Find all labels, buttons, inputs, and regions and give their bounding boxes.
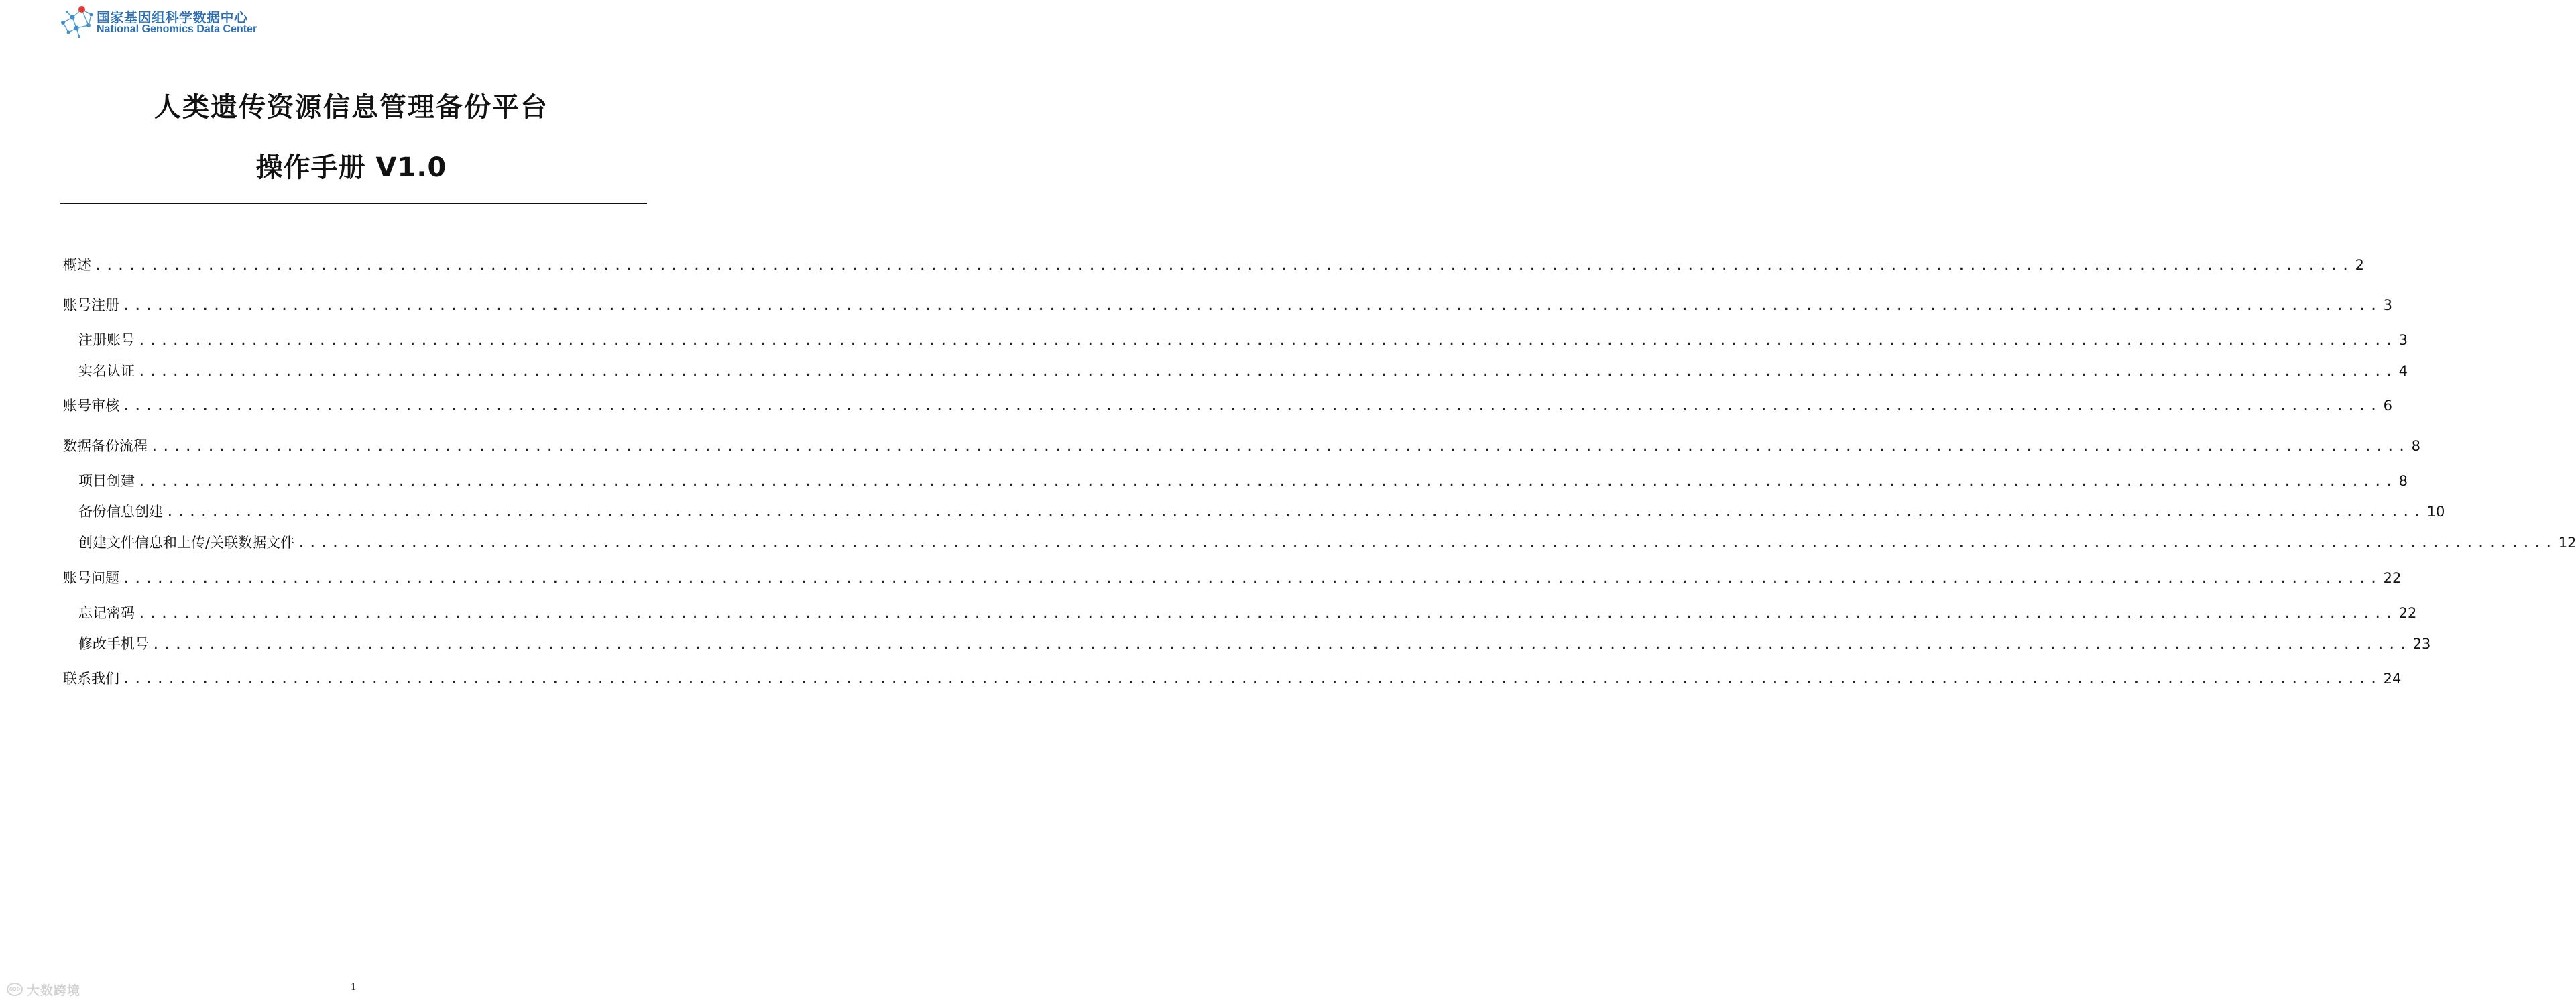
toc-dot-leader: ........................................................................................................................................................................................................ [137, 332, 2396, 348]
toc-entry[interactable] [63, 295, 2392, 315]
toc-entry[interactable] [63, 436, 2420, 456]
toc-entry-title: 备份信息创建 [78, 504, 163, 520]
toc-entry-title: 创建文件信息和上传/关联数据文件 [78, 535, 295, 551]
toc-entry-title: 注册账号 [78, 332, 135, 348]
toc-entry-title: 概述 [63, 257, 91, 273]
toc-dot-leader: ........................................................................................................................................................................................................ [94, 257, 2353, 273]
toc-entry-title: 账号问题 [63, 570, 119, 586]
toc-entry[interactable] [78, 603, 2417, 623]
toc-entry[interactable] [78, 634, 2431, 654]
toc-entry-title: 实名认证 [78, 363, 135, 379]
toc-entry-title: 联系我们 [63, 671, 119, 687]
toc-dot-leader: ........................................................................................................................................................................................................ [297, 535, 2556, 551]
toc-entry[interactable] [63, 669, 2402, 689]
toc-dot-leader: ........................................................................................................................................................................................................ [137, 605, 2396, 621]
toc-entry[interactable] [78, 533, 2576, 553]
toc-entry[interactable] [78, 471, 2408, 491]
toc-dot-leader: ........................................................................................................................................................................................................ [166, 504, 2424, 520]
toc-entry-page: 23 [2412, 636, 2431, 652]
logo-english-name: National Genomics Data Center [97, 23, 257, 35]
toc-dot-leader: ........................................................................................................................................................................................................ [122, 570, 2381, 586]
page-number: 1 [351, 981, 356, 993]
toc-entry-page: 22 [2398, 605, 2417, 621]
chat-bubble-icon: ooo [7, 983, 23, 996]
toc-entry-page: 24 [2383, 671, 2402, 687]
toc-entry-title: 数据备份流程 [63, 438, 148, 454]
toc-entry-page: 3 [2398, 332, 2408, 348]
toc-dot-leader: ........................................................................................................................................................................................................ [150, 438, 2409, 454]
document-subtitle: 操作手册 V1.0 [255, 152, 447, 183]
toc-dot-leader: ........................................................................................................................................................................................................ [122, 671, 2381, 687]
toc-entry-page: 2 [2355, 257, 2364, 273]
toc-entry-page: 10 [2426, 504, 2445, 520]
watermark-text: 大数跨境 [27, 983, 81, 998]
toc-entry-page: 8 [2398, 473, 2408, 489]
toc-entry-title: 忘记密码 [78, 605, 135, 621]
toc-entry[interactable] [63, 396, 2392, 416]
toc-entry-page: 4 [2398, 363, 2408, 379]
logo-chinese-name: 国家基因组科学数据中心 [97, 9, 248, 25]
toc-entry-title: 项目创建 [78, 473, 135, 489]
toc-entry[interactable] [78, 330, 2408, 350]
toc-dot-leader: ........................................................................................................................................................................................................ [122, 398, 2381, 414]
toc-dot-leader: ........................................................................................................................................................................................................ [137, 473, 2396, 489]
toc-entry-page: 22 [2383, 570, 2402, 586]
toc-entry-page: 8 [2411, 438, 2420, 454]
toc-entry-title: 账号注册 [63, 297, 119, 313]
document-title: 人类遗传资源信息管理备份平台 [154, 92, 548, 123]
toc-dot-leader: ........................................................................................................................................................................................................ [137, 363, 2396, 379]
toc-dot-leader: ........................................................................................................................................................................................................ [122, 297, 2381, 313]
toc-entry-title: 修改手机号 [78, 636, 149, 652]
toc-dot-leader: ........................................................................................................................................................................................................ [152, 636, 2410, 652]
toc-entry-page: 3 [2383, 297, 2392, 313]
toc-entry-page: 6 [2383, 398, 2392, 414]
toc-entry[interactable] [78, 502, 2445, 522]
toc-entry[interactable] [63, 255, 2364, 275]
toc-entry-title: 账号审核 [63, 398, 119, 414]
toc-entry[interactable] [63, 568, 2402, 588]
toc-entry-page: 12 [2558, 535, 2576, 551]
toc-entry[interactable] [78, 361, 2408, 381]
